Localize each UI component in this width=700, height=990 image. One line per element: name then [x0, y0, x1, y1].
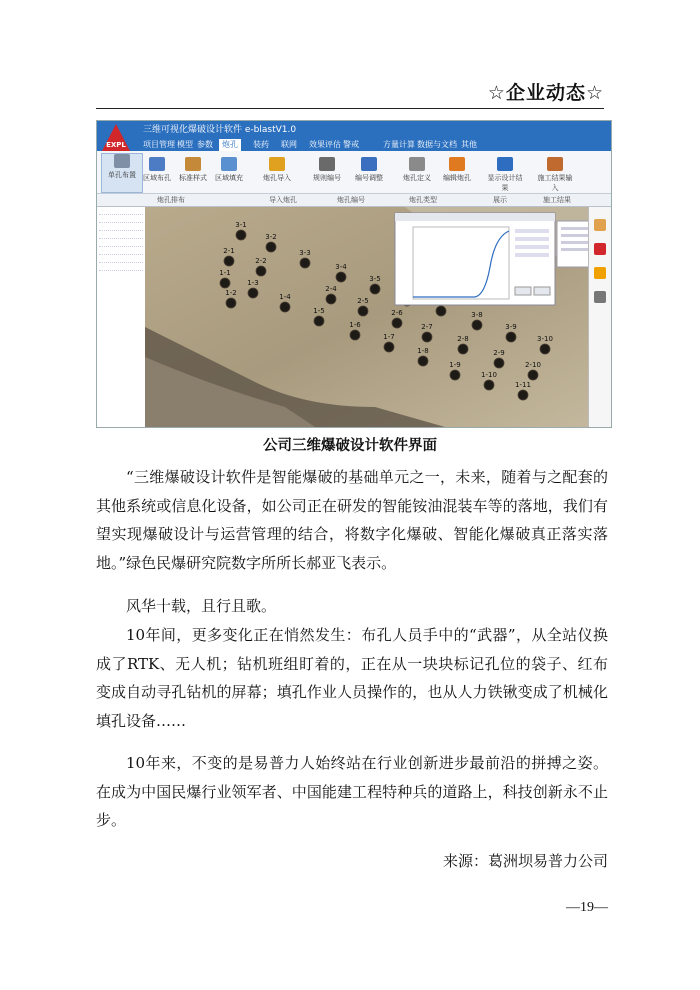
- ribbon-button-1[interactable]: [137, 157, 177, 183]
- menu-2[interactable]: 参数: [197, 140, 213, 149]
- blast-hole-label: 1-11: [515, 381, 531, 389]
- svg-text:EXPL: EXPL: [106, 141, 126, 149]
- menu-3[interactable]: 炮孔: [219, 139, 241, 151]
- ribbon-group-1: 导入炮孔: [269, 196, 297, 204]
- ribbon-button-6[interactable]: [349, 157, 389, 183]
- ribbon-icon: [409, 157, 425, 171]
- shape-tool-icon[interactable]: [594, 291, 606, 303]
- blast-hole-label: 2-1: [223, 247, 235, 255]
- ribbon-button-label: 区域填充: [215, 174, 243, 182]
- ribbon-button-label: 显示设计结果: [487, 174, 523, 192]
- ribbon-button-5[interactable]: [307, 157, 347, 183]
- paragraph-2: 风华十载，且行且歌。: [126, 597, 277, 615]
- ribbon-icon: [497, 157, 513, 171]
- blast-hole-label: 1-8: [417, 347, 429, 355]
- menu-6[interactable]: 效果评估: [309, 140, 341, 149]
- 3d-terrain-view[interactable]: [145, 207, 603, 427]
- ribbon-button-3[interactable]: [209, 157, 249, 183]
- blast-hole-label: 3-5: [369, 275, 381, 283]
- blast-hole-label: 1-2: [225, 289, 237, 297]
- ribbon-button-8[interactable]: [437, 157, 477, 183]
- blast-hole-label: 3-4: [335, 263, 347, 271]
- menu-9[interactable]: 数据与文档: [417, 140, 457, 149]
- ribbon-button-label: 单孔布置: [108, 171, 136, 179]
- blast-hole-label: 2-10: [525, 361, 541, 369]
- ribbon-group-3: 炮孔类型: [409, 196, 437, 204]
- blast-hole-label: 2-7: [421, 323, 433, 331]
- menu-10[interactable]: 其他: [461, 140, 477, 149]
- ribbon-icon: [361, 157, 377, 171]
- menu-7[interactable]: 警戒: [343, 140, 359, 149]
- ribbon-button-4[interactable]: [257, 157, 297, 183]
- blast-hole-label: 1-9: [449, 361, 461, 369]
- ribbon-button-label: 施工结果输入: [537, 174, 573, 192]
- paragraph-1: “三维爆破设计软件是智能爆破的基础单元之一，未来，随着与之配套的其他系统或信息化设备，如公司正在研发的智能铵油混装车等的落地，我们有望实现爆破设计与运营管理的结合，将数字化爆破、智能化爆破真正落实落地。”绿色民爆研究院数字所所长郝亚飞表示。: [96, 468, 608, 572]
- ribbon-button-label: 炮孔导入: [263, 174, 291, 182]
- ribbon-icon: [547, 157, 563, 171]
- menu-8[interactable]: 方量计算: [383, 140, 415, 149]
- ribbon-group-4: 展示: [493, 196, 507, 204]
- ribbon-group-0: 炮孔排布: [157, 196, 185, 204]
- ribbon-button-label: 编号调整: [355, 174, 383, 182]
- menu-5[interactable]: 联网: [281, 140, 297, 149]
- ribbon-button-label: 规则编号: [313, 174, 341, 182]
- ribbon-button-7[interactable]: [397, 157, 437, 183]
- blast-hole-label: 2-4: [325, 285, 337, 293]
- blast-hole-label: 1-5: [313, 307, 325, 315]
- blast-hole-label: 1-4: [279, 293, 291, 301]
- ribbon-icon: [319, 157, 335, 171]
- blast-hole-label: 2-8: [457, 335, 469, 343]
- line-tool-icon[interactable]: [594, 267, 606, 279]
- blast-hole-label: 2-6: [391, 309, 403, 317]
- blast-hole-label: 3-8: [471, 311, 483, 319]
- ribbon-icon: [149, 157, 165, 171]
- section-title: ☆企业动态☆: [487, 82, 604, 104]
- ribbon-icon: [449, 157, 465, 171]
- ruler-tool-icon[interactable]: [594, 219, 606, 231]
- blast-hole-label: 2-9: [493, 349, 505, 357]
- ribbon-icon: [114, 154, 130, 168]
- blast-hole-label: 1-3: [247, 279, 259, 287]
- menu-0[interactable]: 项目管理: [143, 140, 175, 149]
- app-ribbon: [97, 151, 611, 194]
- company-logo: [101, 123, 131, 153]
- ribbon-group-5: 施工结果: [543, 196, 571, 204]
- ribbon-group-labels: [97, 194, 611, 207]
- curve-dialog: [395, 213, 555, 305]
- ribbon-button-2[interactable]: [173, 157, 213, 183]
- paragraph-3: 10年间，更多变化正在悄然发生：布孔人员手中的“武器”，从全站仪换成了RTK、无人机；钻机班组盯着的，正在从一块块标记孔位的袋子、红布变成自动寻孔钻机的屏幕；填孔作业人员操作的，也从人力铁锹变成了机械化填孔设备……: [96, 626, 608, 730]
- ribbon-button-label: 区域布孔: [143, 174, 171, 182]
- side-toolbar: [588, 207, 611, 427]
- ribbon-icon: [269, 157, 285, 171]
- app-title: 三维可视化爆破设计软件 e-blastV1.0: [143, 125, 297, 135]
- blast-hole-label: 3-1: [235, 221, 247, 229]
- blast-hole-label: 2-5: [357, 297, 369, 305]
- blast-hole-label: 1-6: [349, 321, 361, 329]
- figure-caption: 公司三维爆破设计软件界面: [263, 438, 437, 454]
- source-line: 来源：葛洲坝易普力公司: [442, 852, 608, 870]
- header-divider: [96, 108, 604, 109]
- ribbon-icon: [221, 157, 237, 171]
- ribbon-group-2: 炮孔编号: [337, 196, 365, 204]
- page-number: —19—: [566, 900, 608, 915]
- blast-hole-label: 3-3: [299, 249, 311, 257]
- ribbon-button-label: 炮孔定义: [403, 174, 431, 182]
- ribbon-button-9[interactable]: [485, 157, 525, 193]
- ribbon-icon: [185, 157, 201, 171]
- blast-hole-label: 1-1: [219, 269, 231, 277]
- project-tree-panel[interactable]: [97, 207, 146, 427]
- blast-hole-label: 3-9: [505, 323, 517, 331]
- ribbon-button-label: 标准样式: [179, 174, 207, 182]
- ribbon-button-label: 编辑炮孔: [443, 174, 471, 182]
- blast-hole-label: 1-10: [481, 371, 497, 379]
- compass-tool-icon[interactable]: [594, 243, 606, 255]
- paragraph-4: 10年来，不变的是易普力人始终站在行业创新进步最前沿的拼搏之姿。在成为中国民爆行业领军者、中国能建工程特种兵的道路上，科技创新永不止步。: [96, 754, 608, 830]
- app-workspace: [97, 207, 611, 427]
- blast-hole-label: 2-2: [255, 257, 267, 265]
- menu-1[interactable]: 模型: [177, 140, 193, 149]
- app-titlebar: [97, 121, 611, 139]
- blast-hole-label: 3-2: [265, 233, 277, 241]
- blast-hole-label: 1-7: [383, 333, 395, 341]
- blast-hole-label: 3-10: [537, 335, 553, 343]
- ribbon-button-10[interactable]: [535, 157, 575, 193]
- menu-4[interactable]: 装药: [253, 140, 269, 149]
- software-screenshot: [96, 120, 612, 428]
- page-header: [96, 76, 604, 106]
- app-menubar: [97, 139, 611, 151]
